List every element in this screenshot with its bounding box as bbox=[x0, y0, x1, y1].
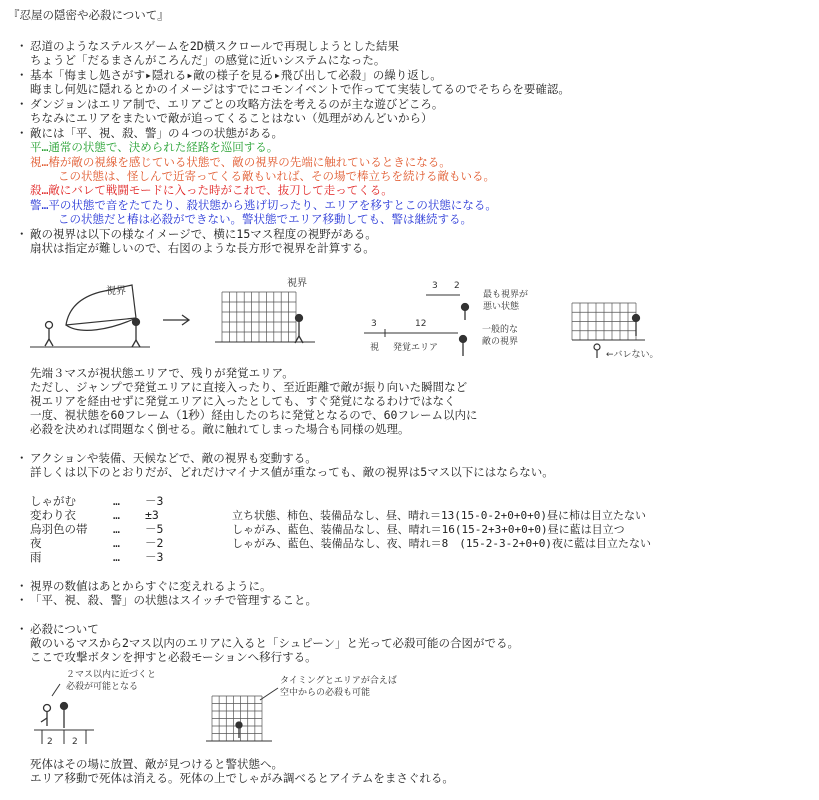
s7-line1: アクションや装備、天候などで、敵の視界も変動する。 bbox=[30, 451, 317, 465]
num-2b: 2 bbox=[72, 737, 78, 747]
enemy-figure-6 bbox=[61, 703, 68, 729]
s11-line1: 死体はその場に放置、敵が見つけると警状態へ。 bbox=[30, 757, 283, 771]
s6-line3: 視エリアを経由せずに発覚エリアに入ったとしても、すぐ発覚になるわけではなく bbox=[30, 394, 456, 408]
label-barenai: ←バレない。 bbox=[606, 350, 659, 360]
label-view2: 視界 bbox=[287, 278, 307, 289]
num-2a: 2 bbox=[47, 737, 53, 747]
s3-line1: ダンジョンはエリア制で、エリアごとの攻略方法を考えるのが主な遊びどころ。 bbox=[30, 97, 444, 111]
s6-line1: 先端３マスが視状態エリアで、残りが発覚エリア。 bbox=[30, 366, 294, 380]
grid-vision-2 bbox=[572, 303, 636, 340]
grid-vision bbox=[222, 292, 296, 342]
s10-line1: 必殺について bbox=[30, 622, 99, 636]
enemy-figure-3 bbox=[462, 304, 469, 321]
num-3a: 3 bbox=[432, 281, 438, 291]
label-bad-view: 最も視界が bbox=[483, 290, 529, 300]
s1-line1: 忍道のようなステルスゲームを2D横スクロールで再現しようとした結果 bbox=[30, 39, 399, 53]
mod-dots: … bbox=[113, 536, 120, 550]
s4-line1: 敵には「平、視、殺、警」の４つの状態がある。 bbox=[30, 126, 283, 140]
mod-value: ±3 bbox=[145, 508, 159, 522]
state-kei-detail: この状態だと椿は必殺ができない。警状態でエリア移動しても、警は継続する。 bbox=[58, 212, 472, 226]
label-hakkaku: 発覚エリア bbox=[393, 343, 439, 353]
s6-line2: ただし、ジャンプで発覚エリアに直接入ったり、至近距離で敵が振り向いた瞬間など bbox=[30, 380, 468, 394]
state-satsu: 殺…敵にバレて戦闘モードに入った時がこれで、抜刀して走ってくる。 bbox=[30, 183, 393, 197]
mod-value: －3 bbox=[145, 494, 164, 508]
bullet: ・ bbox=[16, 451, 28, 465]
label-shi: 視 bbox=[370, 343, 380, 353]
s6-line5: 必殺を決めれば問題なく倒せる。敵に触れてしまった場合も同様の処理。 bbox=[30, 422, 410, 436]
mod-name: 夜 bbox=[30, 536, 42, 550]
mod-dots: … bbox=[113, 522, 120, 536]
s6-line4: 一度、視状態を60フレーム（1秒）経由したのちに発覚となるので、60フレーム以内に bbox=[30, 408, 478, 422]
example-line: 立ち状態、柿色、装備品なし、昼、晴れ＝13(15-0-2+0+0+0)昼に柿は目立たない bbox=[232, 509, 646, 522]
mod-name: 雨 bbox=[30, 550, 42, 564]
mod-dots: … bbox=[113, 508, 120, 522]
s7-line2: 詳しくは以下のとおりだが、どれだけマイナス値が重なっても、敵の視界は5マス以下にはならない。 bbox=[30, 465, 554, 479]
bullet: ・ bbox=[16, 227, 28, 241]
mod-name: 変わり衣 bbox=[30, 508, 76, 522]
mod-dots: … bbox=[113, 550, 120, 564]
mod-value: －5 bbox=[145, 522, 164, 536]
mod-value: －2 bbox=[145, 536, 164, 550]
state-kei: 警…平の状態で音をたてたり、殺状態から逃げ切ったり、エリアを移すとこの状態になる。 bbox=[30, 198, 497, 212]
mod-dots: … bbox=[113, 494, 120, 508]
s8-line1: 視界の数値はあとからすぐに変えれるように。 bbox=[30, 579, 272, 593]
bullet: ・ bbox=[16, 126, 28, 140]
s10-line3: ここで攻撃ボタンを押すと必殺モーションへ移行する。 bbox=[30, 650, 317, 664]
s1-line2: ちょうど「だるまさんがころんだ」の感覚に近いシステムになった。 bbox=[30, 53, 386, 67]
s2-line2: 晦まし何処に隠れるとかのイメージはすでにコモンイベントで作ってて実装してるのでそちらを要確認。 bbox=[30, 82, 570, 96]
label-a1: ２マス以内に近づくと bbox=[66, 670, 157, 680]
bullet: ・ bbox=[16, 622, 28, 636]
bullet: ・ bbox=[16, 579, 28, 593]
player-figure bbox=[45, 322, 53, 347]
enemy-figure-2 bbox=[295, 315, 303, 344]
label-bad-view2: 悪い状態 bbox=[483, 302, 520, 312]
example-line: しゃがみ、藍色、装備品なし、昼、晴れ＝16(15-2+3+0+0+0)昼に藍は目立つ bbox=[232, 523, 625, 536]
enemy-figure-4 bbox=[460, 336, 467, 357]
bullet: ・ bbox=[16, 39, 28, 53]
s5-line2: 扇状は指定が難しいので、右図のような長方形で視界を計算する。 bbox=[30, 241, 375, 255]
fan-vision-shape bbox=[66, 285, 136, 325]
s3-line2: ちなみにエリアをまたいで敵が追ってくることはない（処理がめんどいから） bbox=[30, 111, 433, 125]
bullet: ・ bbox=[16, 593, 28, 607]
mod-name: しゃがむ bbox=[30, 494, 76, 508]
label-view: 視界 bbox=[106, 286, 126, 297]
mod-name: 烏羽色の帯 bbox=[30, 522, 88, 536]
label-a2: 必殺が可能となる bbox=[66, 682, 139, 692]
player-figure-3 bbox=[41, 705, 51, 727]
num-2: 2 bbox=[454, 281, 460, 291]
label-b2: 空中からの必殺も可能 bbox=[280, 688, 371, 698]
example-line: しゃがみ、藍色、装備品なし、夜、晴れ＝8 (15-2-3-2+0+0)夜に藍は目立たない bbox=[232, 537, 651, 550]
s11-line2: エリア移動で死体は消える。死体の上でしゃがみ調べるとアイテムをまさぐれる。 bbox=[30, 771, 454, 785]
mod-value: －3 bbox=[145, 550, 164, 564]
enemy-figure bbox=[132, 319, 140, 348]
bullet: ・ bbox=[16, 97, 28, 111]
s5-line1: 敵の視界は以下の様なイメージで、横に15マス程度の視野がある。 bbox=[30, 227, 377, 241]
document-title: 『忍屋の隠密や必殺について』 bbox=[8, 8, 169, 22]
num-3b: 3 bbox=[371, 319, 377, 329]
num-12: 12 bbox=[415, 319, 427, 329]
label-b1: タイミングとエリアが合えば bbox=[280, 676, 397, 686]
player-figure-2 bbox=[594, 344, 600, 358]
bullet: ・ bbox=[16, 68, 28, 82]
state-hei: 平…通常の状態で、決められた経路を巡回する。 bbox=[30, 140, 279, 154]
s9-line1: 「平、視、殺、警」の状態はスイッチで管理すること。 bbox=[30, 593, 318, 607]
grid-kill bbox=[212, 696, 262, 741]
state-shi-detail: この状態は、怪しんで近寄ってくる敵もいれば、その場で棒立ちを続ける敵もいる。 bbox=[58, 169, 495, 183]
enemy-figure-7 bbox=[236, 722, 242, 738]
s2-line1: 基本「悔まし処さがす▸隠れる▸敵の様子を見る▸飛び出して必殺」の繰り返し。 bbox=[30, 68, 442, 82]
s10-line2: 敵のいるマスから2マス以内のエリアに入ると「シュピーン」と光って必殺可能の合図がでる。 bbox=[30, 636, 519, 650]
state-shi: 視…椿が敵の視線を感じている状態で、敵の視界の先端に触れているときになる。 bbox=[30, 155, 451, 169]
enemy-figure-5 bbox=[633, 315, 640, 337]
label-normal1: 一般的な bbox=[482, 325, 519, 335]
label-normal2: 敵の視界 bbox=[482, 337, 519, 347]
